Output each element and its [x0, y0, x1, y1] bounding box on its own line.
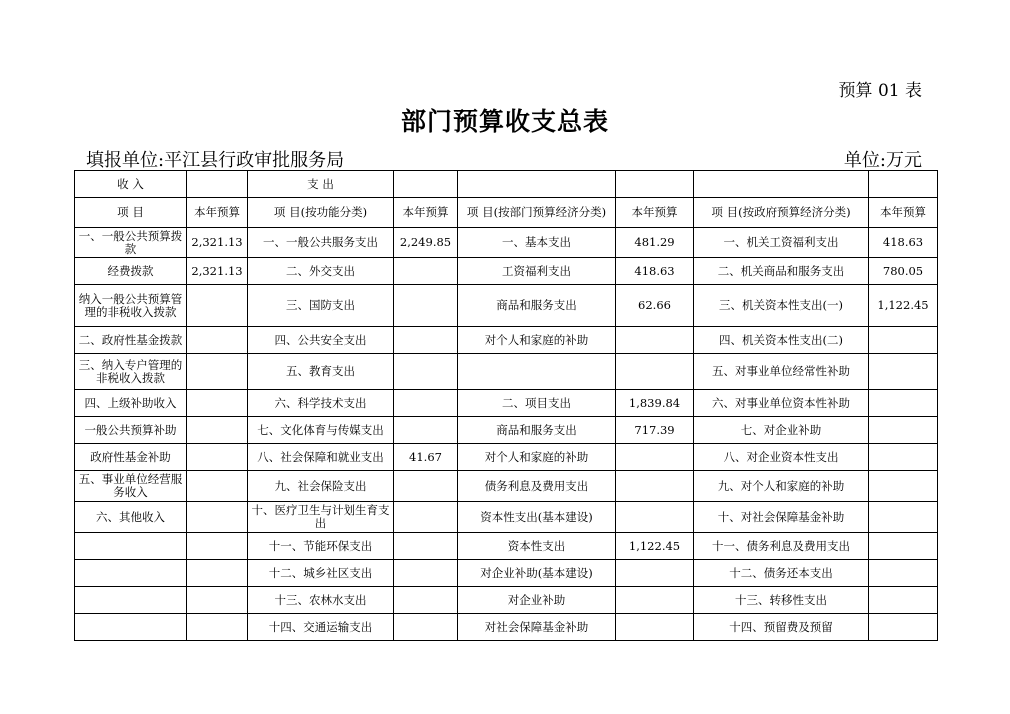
gov-econ-amount-cell	[869, 444, 938, 471]
income-amount-cell	[187, 390, 248, 417]
function-item-cell: 九、社会保险支出	[248, 471, 394, 502]
function-item-cell: 八、社会保障和就业支出	[248, 444, 394, 471]
column-header: 本年预算	[869, 198, 938, 228]
income-amount-cell	[187, 444, 248, 471]
column-header: 本年预算	[187, 198, 248, 228]
column-header: 项 目(按政府预算经济分类)	[694, 198, 869, 228]
column-header-row	[75, 198, 938, 228]
income-amount-cell	[187, 614, 248, 641]
income-item-cell: 四、上级补助收入	[75, 390, 187, 417]
gov-econ-item-cell: 二、机关商品和服务支出	[694, 258, 869, 285]
gov-econ-amount-cell	[869, 587, 938, 614]
function-amount-cell	[394, 560, 458, 587]
gov-econ-amount-cell	[869, 354, 938, 390]
gov-econ-amount-cell	[869, 327, 938, 354]
function-amount-cell	[394, 258, 458, 285]
table-row	[75, 417, 938, 444]
income-item-cell: 六、其他收入	[75, 502, 187, 533]
income-item-cell: 五、事业单位经营服务收入	[75, 471, 187, 502]
dept-econ-item-cell: 一、基本支出	[458, 228, 616, 258]
budget-table	[74, 170, 938, 641]
table-row	[75, 587, 938, 614]
dept-econ-amount-cell	[616, 614, 694, 641]
table-row	[75, 471, 938, 502]
dept-econ-amount-cell	[616, 444, 694, 471]
dept-econ-item-cell: 债务利息及费用支出	[458, 471, 616, 502]
function-amount-cell	[394, 471, 458, 502]
function-amount-cell: 2,249.85	[394, 228, 458, 258]
gov-econ-amount-cell	[869, 533, 938, 560]
column-header: 项 目(按功能分类)	[248, 198, 394, 228]
table-row	[75, 444, 938, 471]
gov-econ-item-cell: 十四、预留费及预留	[694, 614, 869, 641]
expense-section-header: 支 出	[248, 171, 394, 198]
column-header: 项 目(按部门预算经济分类)	[458, 198, 616, 228]
table-row	[75, 614, 938, 641]
income-item-cell	[75, 533, 187, 560]
gov-econ-item-cell: 六、对事业单位资本性补助	[694, 390, 869, 417]
dept-econ-item-cell: 商品和服务支出	[458, 417, 616, 444]
dept-econ-amount-cell	[616, 560, 694, 587]
function-amount-cell	[394, 354, 458, 390]
function-amount-cell	[394, 417, 458, 444]
income-item-cell: 二、政府性基金拨款	[75, 327, 187, 354]
income-item-cell: 经费拨款	[75, 258, 187, 285]
gov-econ-amount-cell	[869, 614, 938, 641]
dept-econ-amount-cell: 717.39	[616, 417, 694, 444]
function-amount-cell	[394, 327, 458, 354]
dept-econ-item-cell	[458, 354, 616, 390]
income-amount-cell	[187, 327, 248, 354]
income-section-header: 收 入	[75, 171, 187, 198]
dept-econ-amount-cell	[616, 354, 694, 390]
gov-econ-amount-cell: 1,122.45	[869, 285, 938, 327]
function-item-cell: 五、教育支出	[248, 354, 394, 390]
function-item-cell: 一、一般公共服务支出	[248, 228, 394, 258]
column-header: 本年预算	[616, 198, 694, 228]
income-item-cell: 一般公共预算补助	[75, 417, 187, 444]
function-amount-cell	[394, 614, 458, 641]
dept-econ-item-cell: 二、项目支出	[458, 390, 616, 417]
gov-econ-item-cell: 九、对个人和家庭的补助	[694, 471, 869, 502]
income-item-cell: 三、纳入专户管理的非税收入拨款	[75, 354, 187, 390]
function-item-cell: 七、文化体育与传媒支出	[248, 417, 394, 444]
income-amount-cell	[187, 587, 248, 614]
income-amount-cell	[187, 471, 248, 502]
gov-econ-item-cell: 一、机关工资福利支出	[694, 228, 869, 258]
dept-econ-amount-cell	[616, 502, 694, 533]
column-header: 项 目	[75, 198, 187, 228]
income-item-cell: 一、一般公共预算拨款	[75, 228, 187, 258]
dept-econ-amount-cell: 418.63	[616, 258, 694, 285]
dept-econ-amount-cell	[616, 587, 694, 614]
column-header: 本年预算	[394, 198, 458, 228]
table-row	[75, 390, 938, 417]
function-item-cell: 十三、农林水支出	[248, 587, 394, 614]
dept-econ-amount-cell	[616, 327, 694, 354]
function-item-cell: 十一、节能环保支出	[248, 533, 394, 560]
income-amount-cell	[187, 502, 248, 533]
currency-unit: 单位:万元	[843, 150, 922, 171]
gov-econ-item-cell: 八、对企业资本性支出	[694, 444, 869, 471]
gov-econ-item-cell: 十三、转移性支出	[694, 587, 869, 614]
gov-econ-amount-cell	[869, 417, 938, 444]
income-item-cell	[75, 587, 187, 614]
gov-econ-amount-cell	[869, 502, 938, 533]
gov-econ-item-cell: 十、对社会保障基金补助	[694, 502, 869, 533]
income-amount-cell	[187, 285, 248, 327]
dept-econ-item-cell: 商品和服务支出	[458, 285, 616, 327]
dept-econ-amount-cell: 481.29	[616, 228, 694, 258]
gov-econ-amount-cell	[869, 390, 938, 417]
function-item-cell: 二、外交支出	[248, 258, 394, 285]
gov-econ-amount-cell: 418.63	[869, 228, 938, 258]
gov-econ-item-cell: 五、对事业单位经常性补助	[694, 354, 869, 390]
income-amount-cell: 2,321.13	[187, 228, 248, 258]
table-row	[75, 258, 938, 285]
dept-econ-item-cell: 对社会保障基金补助	[458, 614, 616, 641]
income-item-cell: 纳入一般公共预算管理的非税收入拨款	[75, 285, 187, 327]
dept-econ-amount-cell: 1,839.84	[616, 390, 694, 417]
function-amount-cell	[394, 502, 458, 533]
gov-econ-item-cell: 三、机关资本性支出(一)	[694, 285, 869, 327]
table-row	[75, 327, 938, 354]
function-item-cell: 十四、交通运输支出	[248, 614, 394, 641]
dept-econ-item-cell: 对企业补助	[458, 587, 616, 614]
gov-econ-item-cell: 四、机关资本性支出(二)	[694, 327, 869, 354]
income-amount-cell	[187, 533, 248, 560]
page-title: 部门预算收支总表	[400, 107, 609, 136]
gov-econ-amount-cell	[869, 471, 938, 502]
income-item-cell: 政府性基金补助	[75, 444, 187, 471]
dept-econ-item-cell: 资本性支出	[458, 533, 616, 560]
table-row	[75, 285, 938, 327]
gov-econ-amount-cell: 780.05	[869, 258, 938, 285]
reporting-unit: 填报单位:平江县行政审批服务局	[86, 150, 345, 171]
dept-econ-amount-cell: 1,122.45	[616, 533, 694, 560]
income-item-cell	[75, 614, 187, 641]
function-item-cell: 三、国防支出	[248, 285, 394, 327]
function-amount-cell	[394, 587, 458, 614]
gov-econ-item-cell: 十二、债务还本支出	[694, 560, 869, 587]
function-amount-cell	[394, 285, 458, 327]
dept-econ-amount-cell	[616, 471, 694, 502]
function-amount-cell	[394, 533, 458, 560]
income-item-cell	[75, 560, 187, 587]
gov-econ-amount-cell	[869, 560, 938, 587]
income-amount-cell	[187, 417, 248, 444]
income-amount-cell	[187, 354, 248, 390]
income-amount-cell: 2,321.13	[187, 258, 248, 285]
dept-econ-item-cell: 对个人和家庭的补助	[458, 444, 616, 471]
function-item-cell: 六、科学技术支出	[248, 390, 394, 417]
function-item-cell: 十、医疗卫生与计划生育支出	[248, 502, 394, 533]
table-row	[75, 533, 938, 560]
income-amount-cell	[187, 560, 248, 587]
gov-econ-item-cell: 十一、债务利息及费用支出	[694, 533, 869, 560]
function-item-cell: 十二、城乡社区支出	[248, 560, 394, 587]
function-amount-cell	[394, 390, 458, 417]
gov-econ-item-cell: 七、对企业补助	[694, 417, 869, 444]
table-row	[75, 502, 938, 533]
table-row	[75, 354, 938, 390]
function-amount-cell: 41.67	[394, 444, 458, 471]
dept-econ-item-cell: 对企业补助(基本建设)	[458, 560, 616, 587]
dept-econ-item-cell: 资本性支出(基本建设)	[458, 502, 616, 533]
form-number: 预算 01 表	[838, 81, 922, 101]
dept-econ-item-cell: 工资福利支出	[458, 258, 616, 285]
table-row	[75, 228, 938, 258]
dept-econ-item-cell: 对个人和家庭的补助	[458, 327, 616, 354]
function-item-cell: 四、公共安全支出	[248, 327, 394, 354]
section-header-row	[75, 171, 938, 198]
dept-econ-amount-cell: 62.66	[616, 285, 694, 327]
table-row	[75, 560, 938, 587]
